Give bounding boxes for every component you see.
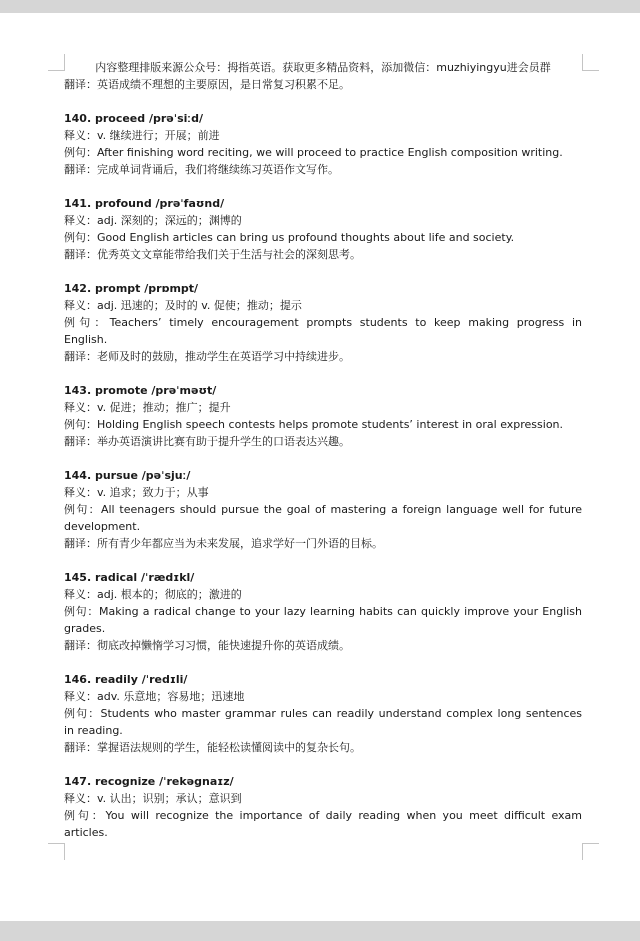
- vocab-entry: [64, 773, 582, 841]
- entry-headword: 146. readily /ˈredɪli/: [64, 673, 188, 686]
- entry-example: 例句：After finishing word reciting, we will proceed to practice English composition writing.: [64, 146, 563, 159]
- entry-meaning: 释义：v. 促进；推动；推广；提升: [64, 401, 231, 414]
- entry-example-continued: English.: [64, 333, 108, 346]
- entry-example-continued: articles.: [64, 826, 108, 839]
- entry-example: 例句：All teenagers should pursue the goal of mastering a foreign language well for future: [64, 503, 582, 516]
- top-gray-bar: [0, 0, 640, 13]
- document-body: [64, 59, 582, 841]
- entry-meaning: 释义：v. 继续进行；开展；前进: [64, 129, 220, 142]
- entry-translation: 翻译：举办英语演讲比赛有助于提升学生的口语表达兴趣。: [64, 435, 350, 448]
- vocab-entry: [64, 110, 582, 178]
- bottom-gray-bar: [0, 921, 640, 941]
- entry-headword: 145. radical /ˈrædɪkl/: [64, 571, 195, 584]
- entry-headword: 140. proceed /prəˈsiːd/: [64, 112, 204, 125]
- header-source-line: 内容整理排版来源公众号：拇指英语。获取更多精品资料，添加微信：muzhiyingyu进会员群: [95, 61, 551, 74]
- entry-headword: 142. prompt /prɒmpt/: [64, 282, 199, 295]
- entry-meaning: 释义：adj. 深刻的；深远的；渊博的: [64, 214, 242, 227]
- entry-example-continued: development.: [64, 520, 141, 533]
- entry-example: 例句：You will recognize the importance of daily reading when you meet difficult exam: [64, 809, 582, 822]
- vocab-entry: [64, 195, 582, 263]
- crop-mark-top-left: [48, 54, 65, 71]
- entry-headword: 141. profound /prəˈfaʊnd/: [64, 197, 225, 210]
- entry-meaning: 释义：v. 认出；识别；承认；意识到: [64, 792, 242, 805]
- crop-mark-bottom-left: [48, 843, 65, 860]
- entry-example: 例句：Good English articles can bring us profound thoughts about life and society.: [64, 231, 515, 244]
- entry-meaning: 释义：adv. 乐意地；容易地；迅速地: [64, 690, 245, 703]
- vocabulary-entries: [64, 110, 582, 841]
- entry-example: 例句：Making a radical change to your lazy learning habits can quickly improve your English: [64, 605, 582, 618]
- vocab-entry: [64, 382, 582, 450]
- crop-mark-top-right: [582, 54, 599, 71]
- entry-headword: 144. pursue /pəˈsjuː/: [64, 469, 191, 482]
- vocab-entry: [64, 671, 582, 756]
- entry-example-continued: in reading.: [64, 724, 123, 737]
- entry-example: 例句：Students who master grammar rules can readily understand complex long sentences: [64, 707, 582, 720]
- entry-example: 例句：Holding English speech contests helps promote students’ interest in oral expression.: [64, 418, 564, 431]
- vocab-entry: [64, 569, 582, 654]
- entry-translation: 翻译：完成单词背诵后，我们将继续练习英语作文写作。: [64, 163, 339, 176]
- entry-meaning: 释义：adj. 根本的；彻底的；激进的: [64, 588, 242, 601]
- entry-meaning: 释义：adj. 迅速的；及时的 v. 促使；推动；提示: [64, 299, 302, 312]
- entry-translation: 翻译：优秀英文文章能带给我们关于生活与社会的深刻思考。: [64, 248, 361, 261]
- header-translation-line: 翻译：英语成绩不理想的主要原因，是日常复习积累不足。: [64, 78, 350, 91]
- vocab-entry: [64, 280, 582, 365]
- entry-headword: 143. promote /prəˈməʊt/: [64, 384, 217, 397]
- entry-example-continued: grades.: [64, 622, 106, 635]
- entry-translation: 翻译：老师及时的鼓励，推动学生在英语学习中持续进步。: [64, 350, 350, 363]
- vocab-entry: [64, 467, 582, 552]
- entry-example: 例句：Teachers’ timely encouragement prompts students to keep making progress in: [64, 316, 582, 329]
- entry-translation: 翻译：掌握语法规则的学生，能轻松读懂阅读中的复杂长句。: [64, 741, 361, 754]
- entry-translation: 翻译：所有青少年都应当为未来发展，追求学好一门外语的目标。: [64, 537, 383, 550]
- entry-meaning: 释义：v. 追求；致力于；从事: [64, 486, 209, 499]
- entry-translation: 翻译：彻底改掉懒惰学习习惯，能快速提升你的英语成绩。: [64, 639, 350, 652]
- crop-mark-bottom-right: [582, 843, 599, 860]
- entry-headword: 147. recognize /ˈrekəgnaɪz/: [64, 775, 234, 788]
